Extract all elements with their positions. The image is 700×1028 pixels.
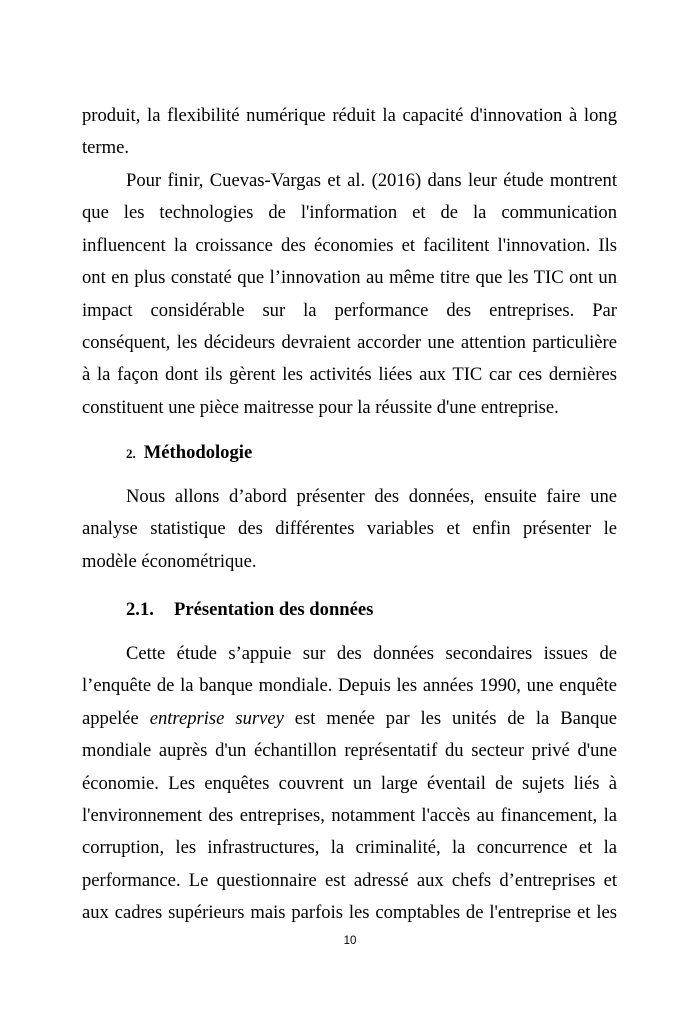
text-line: économie. Les enquêtes couvrent un large éventail de sujets liés à — [82, 772, 617, 794]
text-line: Pour finir, Cuevas-Vargas et al. (2016) dans leur étude montrent — [126, 170, 617, 191]
section-title: Méthodologie — [143, 442, 253, 463]
text-line: l’enquête de la banque mondiale. Depuis les années 1990, une enquête — [82, 675, 617, 697]
text-line: influencent la croissance des économies et facilitent l'innovation. Ils — [82, 234, 617, 256]
text-line: constituent une pièce maitresse pour la réussite d'une entreprise. — [82, 396, 559, 418]
text-line — [82, 703, 617, 735]
paragraph-methodologie — [82, 481, 617, 578]
text-line: mondiale auprès d'un échantillon représentatif du secteur privé d'une — [82, 740, 617, 762]
text-line: Nous allons d’abord présenter des données, ensuite faire une — [126, 486, 617, 507]
text-line: l'environnement des entreprises, notamment l'accès au financement, la — [82, 804, 617, 826]
subsection-heading-presentation — [126, 598, 373, 622]
paragraph-presentation-donnees — [82, 638, 617, 930]
page-number: 10 — [343, 935, 357, 947]
text-line: Cette étude s’appuie sur des données secondaires issues de — [126, 643, 617, 664]
paragraph-continuation — [82, 100, 617, 165]
text-line: impact considérable sur la performance des entreprises. Par — [82, 299, 617, 321]
text-fragment: est menée par les unités de la Banque — [283, 707, 617, 729]
text-line: produit, la flexibilité numérique réduit la capacité d'innovation à long — [82, 105, 617, 126]
text-line: terme. — [82, 137, 129, 159]
text-line: conséquent, les décideurs devraient accorder une attention particulière — [82, 331, 617, 353]
text-fragment: appelée — [82, 707, 150, 729]
text-line: performance. Le questionnaire est adressé aux chefs d’entreprises et — [82, 869, 617, 891]
subsection-number: 2.1. — [126, 599, 154, 620]
italic-term: entreprise survey — [149, 707, 284, 729]
paragraph-cuevas-vargas — [82, 165, 617, 424]
section-heading-methodologie — [126, 441, 252, 466]
text-line: analyse statistique des différentes variables et enfin présenter le — [82, 518, 617, 540]
text-line: ont en plus constaté que l’innovation au même titre que les TIC ont un — [82, 267, 617, 289]
text-line: aux cadres supérieurs mais parfois les comptables de l'entreprise et les — [82, 902, 617, 924]
text-line: à la façon dont ils gèrent les activités liées aux TIC car ces dernières — [82, 364, 617, 386]
text-line: modèle économétrique. — [82, 550, 257, 572]
subsection-title: Présentation des données — [174, 599, 374, 620]
text-line: corruption, les infrastructures, la criminalité, la concurrence et la — [82, 837, 617, 859]
section-number: 2. — [126, 446, 136, 461]
text-line: que les technologies de l'information et de la communication — [82, 202, 617, 224]
